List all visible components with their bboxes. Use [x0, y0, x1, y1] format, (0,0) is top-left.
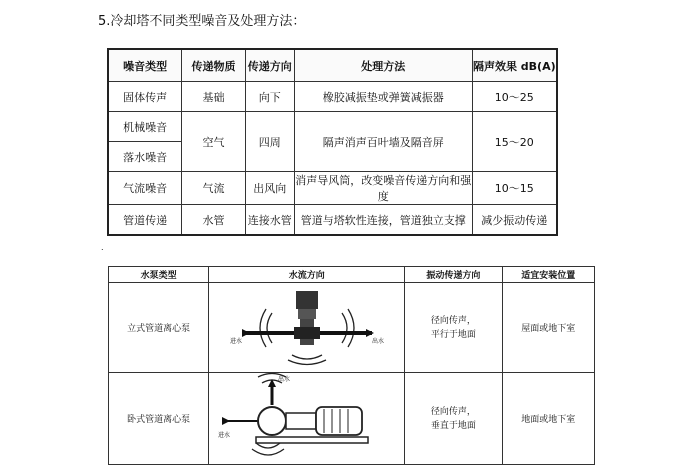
table-header-row	[109, 267, 595, 283]
cell-direction: 出风向	[245, 172, 294, 205]
cell-method: 隔声消声百叶墙及隔音屏	[294, 112, 472, 172]
cell-effect: 10～25	[472, 82, 557, 112]
header-flow-direction: 水流方向	[209, 267, 405, 283]
cell-diagram	[209, 283, 405, 373]
cell-method: 消声导风筒，改变噪音传递方向和强度	[294, 172, 472, 205]
cell-medium: 气流	[182, 172, 245, 205]
vibration-line: 径向传声，	[430, 406, 476, 417]
cell-medium: 水管	[182, 205, 245, 236]
cell-type: 落水噪音	[108, 142, 182, 172]
cell-medium: 空气	[182, 112, 245, 172]
header-direction: 传递方向	[245, 49, 294, 82]
pump-table	[108, 266, 595, 465]
cell-pump-type: 卧式管道离心泵	[109, 373, 209, 465]
section-heading: 5.冷却塔不同类型噪音及处理方法：	[98, 14, 306, 29]
cell-type: 气流噪音	[108, 172, 182, 205]
cell-effect: 10～15	[472, 172, 557, 205]
header-method: 处理方法	[294, 49, 472, 82]
table-row	[108, 112, 557, 142]
cell-effect: 15～20	[472, 112, 557, 172]
header-pump-type: 水泵类型	[109, 267, 209, 283]
vibration-line: 径向传声，	[430, 315, 476, 326]
cell-method: 管道与塔软性连接，管道独立支撑	[294, 205, 472, 236]
table-row	[108, 205, 557, 236]
cell-direction: 向下	[245, 82, 294, 112]
cell-direction: 连接水管	[245, 205, 294, 236]
cell-method: 橡胶减振垫或弹簧减振器	[294, 82, 472, 112]
vertical-pump-diagram	[212, 283, 402, 369]
cell-location: 屋面或地下室	[502, 283, 594, 373]
horizontal-pump-diagram	[212, 373, 402, 461]
cell-vibration	[405, 373, 502, 465]
cell-direction: 四周	[245, 112, 294, 172]
cell-diagram	[209, 373, 405, 465]
vibration-line: 垂直于地面	[430, 420, 476, 431]
inlet-label: 进水	[229, 338, 242, 345]
cell-pump-type: 立式管道离心泵	[109, 283, 209, 373]
cell-medium: 基础	[182, 82, 245, 112]
table-row	[108, 82, 557, 112]
cell-type: 机械噪音	[108, 112, 182, 142]
stray-mark: .	[101, 243, 104, 252]
cell-type: 固体传声	[108, 82, 182, 112]
table-row	[109, 283, 595, 373]
cell-vibration	[405, 283, 502, 373]
noise-treatment-table	[107, 48, 558, 236]
table-row	[109, 373, 595, 465]
outlet-label: 出水	[371, 338, 384, 345]
header-vibration-direction: 振动传递方向	[405, 267, 502, 283]
outlet-label: 出水	[277, 376, 290, 383]
table-row	[108, 172, 557, 205]
header-noise-type: 噪音类型	[108, 49, 182, 82]
header-effect: 隔声效果 dB(A)	[472, 49, 557, 82]
cell-effect: 减少振动传递	[472, 205, 557, 236]
cell-type: 管道传递	[108, 205, 182, 236]
inlet-label: 进水	[217, 432, 230, 439]
header-install-location: 适宜安装位置	[502, 267, 594, 283]
table-header-row	[108, 49, 557, 82]
cell-location: 地面或地下室	[502, 373, 594, 465]
vibration-line: 平行于地面	[430, 329, 476, 340]
header-medium: 传递物质	[182, 49, 245, 82]
